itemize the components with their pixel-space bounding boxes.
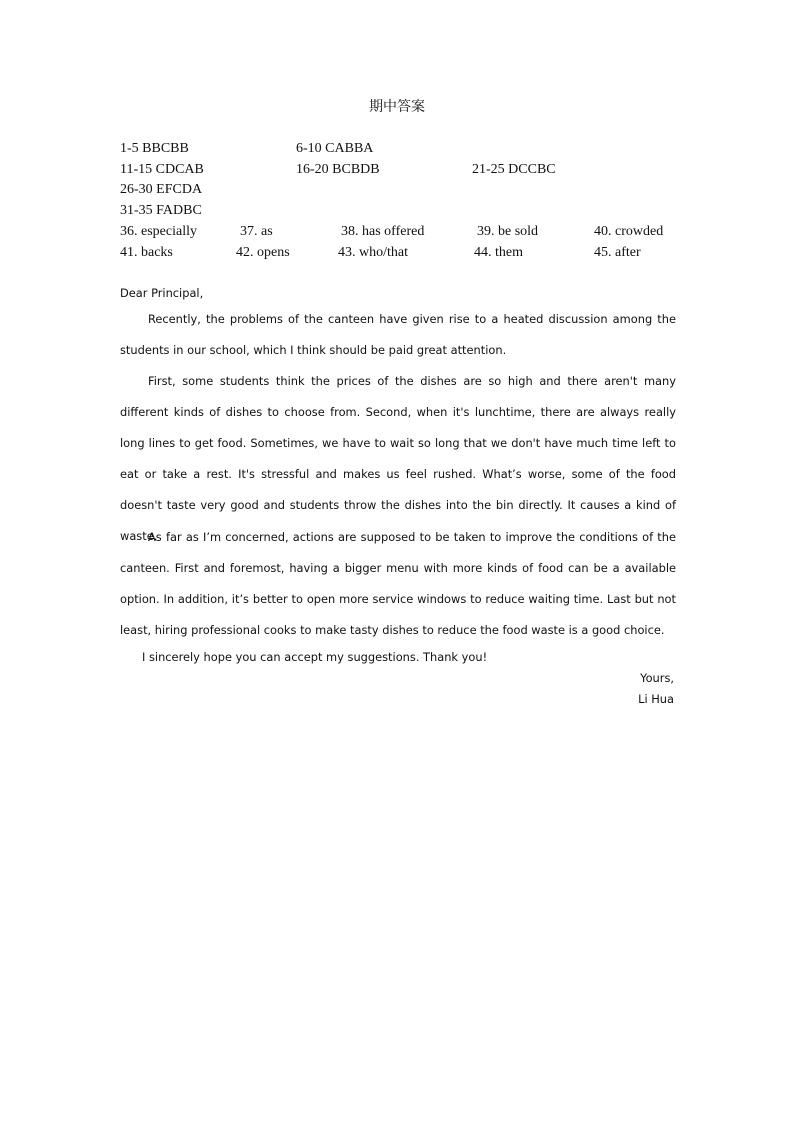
letter-paragraph-3: As far as I’m concerned, actions are supposed to be taken to improve the conditions of the canteen. First and foremost, having a bigger menu with more kinds of food can be a available option. In addition, it’s better to open more service windows to reduce waiting time. Last but not least, hiring professional cooks to make tasty dishes to reduce the food waste is a good choice. [120,530,676,637]
answer-group: 6-10 CABBA [296,141,374,156]
page-title: 期中答案 [369,99,425,115]
answer-item: 41. backs [120,245,173,260]
answer-group: 1-5 BBCBB [120,141,189,156]
answer-item: 37. as [240,224,273,239]
answer-group: 21-25 DCCBC [472,162,556,177]
letter-signature: Li Hua [638,692,674,706]
answer-item: 40. crowded [594,224,664,239]
answer-item: 45. after [594,245,641,260]
answer-item: 38. has offered [341,224,425,239]
answer-group: 26-30 EFCDA [120,182,203,197]
answer-item: 36. especially [120,224,197,239]
letter-paragraph-2: First, some students think the prices of the dishes are so high and there aren't many different kinds of dishes to choose from. Second, when it's lunchtime, there are always really long lines to get food. Sometimes, we have to wait so long that we don't have much time left to eat or take a rest. It's stressful and makes us feel rushed. What’s worse, some of the food doesn't taste very good and students throw the dishes into the bin directly. It causes a kind of waste. [120,374,676,543]
letter-closing: Yours, [640,671,674,685]
answer-group: 16-20 BCBDB [296,162,380,177]
answer-item: 43. who/that [338,245,408,260]
letter-salutation: Dear Principal, [120,286,204,300]
answer-item: 42. opens [236,245,290,260]
letter-closing-line: I sincerely hope you can accept my suggestions. Thank you! [142,650,488,664]
answer-group: 31-35 FADBC [120,203,202,218]
answer-group: 11-15 CDCAB [120,162,204,177]
answer-item: 44. them [474,245,523,260]
answer-item: 39. be sold [477,224,539,239]
letter-paragraph-1: Recently, the problems of the canteen have given rise to a heated discussion among the students in our school, which I think should be paid great attention. [120,312,676,357]
